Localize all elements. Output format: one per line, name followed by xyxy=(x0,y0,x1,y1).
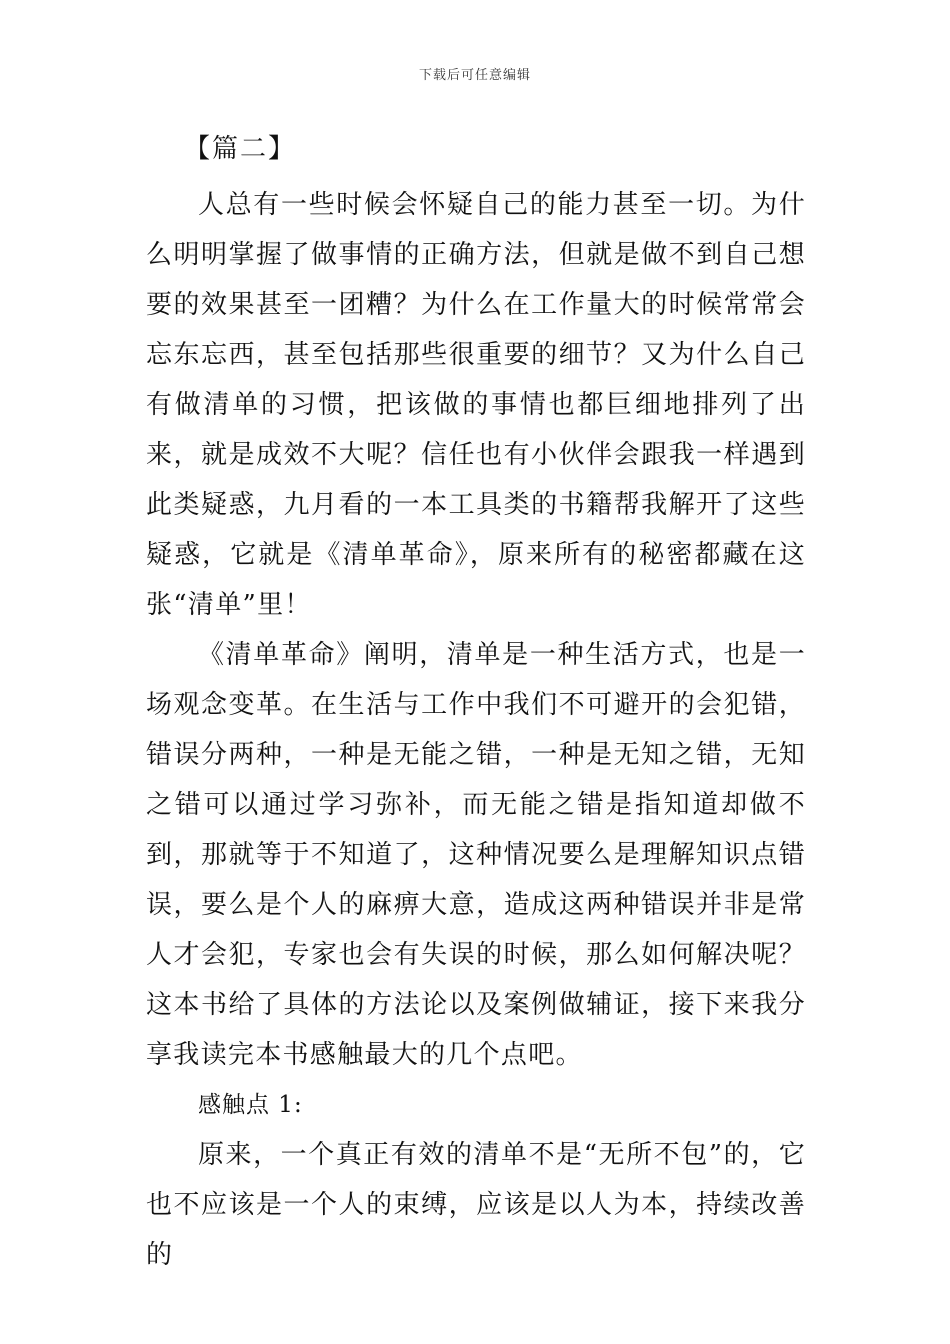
subheading-point-1: 感触点 1: xyxy=(198,1092,303,1118)
document-body xyxy=(146,130,806,1280)
section-title: 【篇二】 xyxy=(184,134,297,164)
paragraph-summary: 《清单革命》阐明，清单是一种生活方式，也是一场观念变革。在生活与工作中我们不可避开的会犯错，错误分两种，一种是无能之错，一种是无知之错，无知之错可以通过学习弥补，而无能之错是指知道却做不到，那就等于不知道了，这种情况要么是理解知识点错误，要么是个人的麻痹大意，造成这两种错误并非是常人才会犯，专家也会有失误的时候，那么如何解决呢？这本书给了具体的方法论以及案例做辅证，接下来我分享我读完本书感触最大的几个点吧。 xyxy=(146,640,806,1070)
page-header-note: 下载后可任意编辑 xyxy=(418,68,531,83)
paragraph-intro: 人总有一些时候会怀疑自己的能力甚至一切。为什么明明掌握了做事情的正确方法，但就是做不到自己想要的效果甚至一团糟？为什么在工作量大的时候常常会忘东忘西，甚至包括那些很重要的细节？又为什么自己有做清单的习惯，把该做的事情也都巨细地排列了出来，就是成效不大呢？信任也有小伙伴会跟我一样遇到此类疑惑，九月看的一本工具类的书籍帮我解开了这些疑惑，它就是《清单革命》，原来所有的秘密都藏在这张“清单”里！ xyxy=(146,190,806,620)
paragraph-point-1: 原来，一个真正有效的清单不是“无所不包”的，它也不应该是一个人的束缚，应该是以人为本，持续改善的 xyxy=(146,1140,806,1270)
